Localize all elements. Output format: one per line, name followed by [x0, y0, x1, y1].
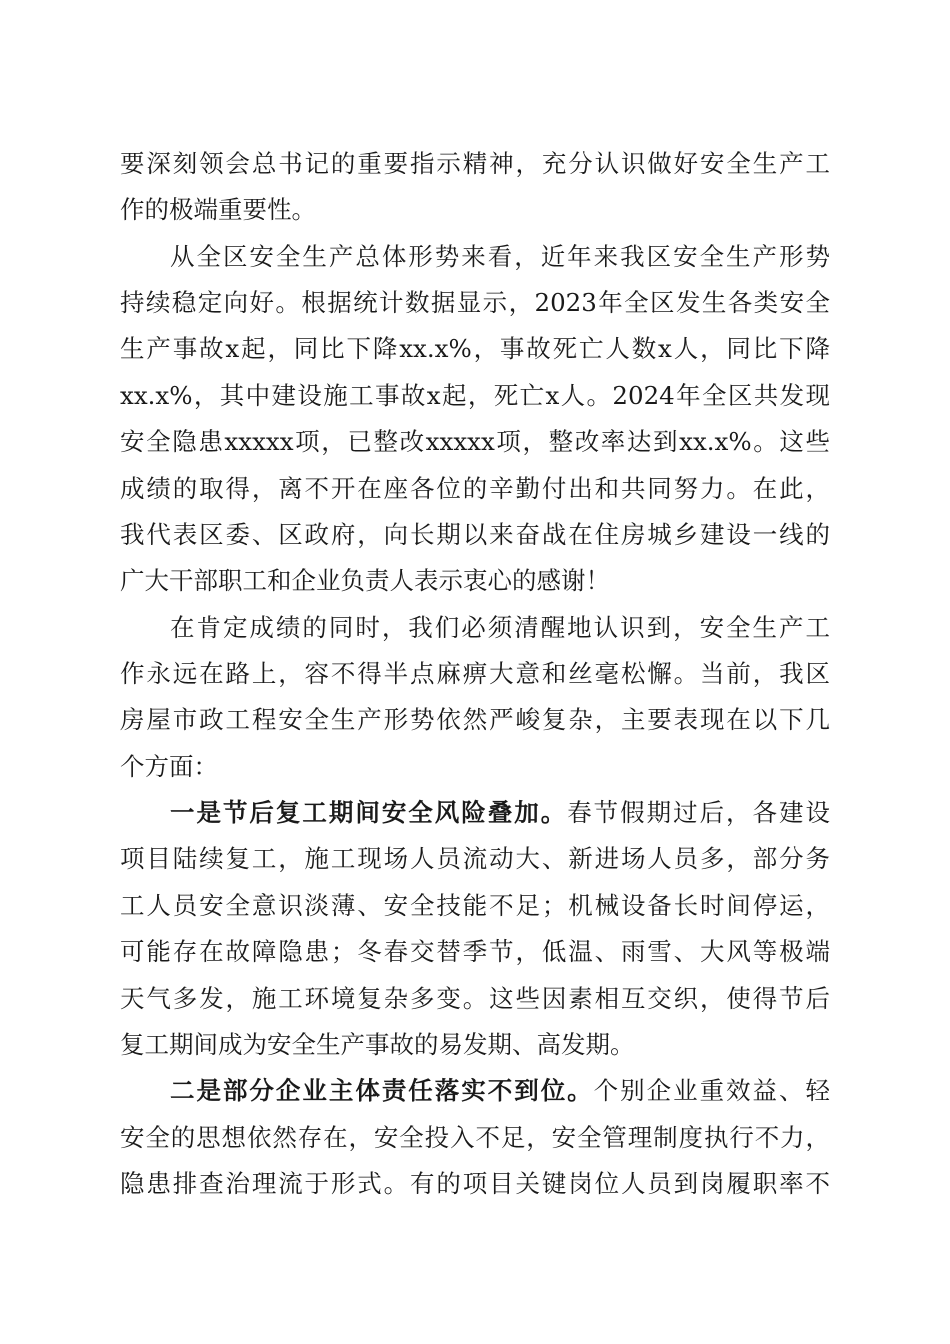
- text-line: 生产事故x起，同比下降xx.x%，事故死亡人数x人，同比下降: [120, 334, 830, 363]
- text-line: 可能存在故障隐患；冬春交替季节，低温、雨雪、大风等极端: [120, 937, 830, 966]
- text-line: xx.x%，其中建设施工事故x起，死亡x人。2024年全区共发现: [120, 381, 830, 410]
- text-line: 安全的思想依然存在，安全投入不足，安全管理制度执行不力，: [120, 1123, 830, 1152]
- text-line: 房屋市政工程安全生产形势依然严峻复杂，主要表现在以下几: [120, 705, 830, 734]
- text-line: 作永远在路上，容不得半点麻痹大意和丝毫松懈。当前，我区: [120, 659, 830, 688]
- text-line: 工人员安全意识淡薄、安全技能不足；机械设备长时间停运，: [120, 891, 830, 920]
- text-line: 天气多发，施工环境复杂多变。这些因素相互交织，使得节后: [120, 984, 830, 1013]
- text-line: 作的极端重要性。: [120, 195, 316, 224]
- text-line: 安全隐患xxxxx项，已整改xxxxx项，整改率达到xx.x%。这些: [120, 427, 830, 456]
- section-heading: 一是节后复工期间安全风险叠加。: [170, 798, 568, 827]
- text-line: 我代表区委、区政府，向长期以来奋战在住房城乡建设一线的: [120, 520, 830, 549]
- text-line: 要深刻领会总书记的重要指示精神，充分认识做好安全生产工: [120, 149, 830, 178]
- text-line: 个方面：: [120, 752, 218, 781]
- text-line: 持续稳定向好。根据统计数据显示，2023年全区发生各类安全: [120, 288, 830, 317]
- text-line: 项目陆续复工，施工现场人员流动大、新进场人员多，部分务: [120, 844, 830, 873]
- text-line: 复工期间成为安全生产事故的易发期、高发期。: [120, 1030, 635, 1059]
- paragraph-first-line: 在肯定成绩的同时，我们必须清醒地认识到，安全生产工: [170, 613, 830, 642]
- paragraph-first-line: 从全区安全生产总体形势来看，近年来我区安全生产形势: [170, 242, 830, 271]
- text-line: 隐患排查治理流于形式。有的项目关键岗位人员到岗履职率不: [120, 1169, 830, 1198]
- paragraph-first-line: [170, 793, 830, 833]
- text-line: 成绩的取得，离不开在座各位的辛勤付出和共同努力。在此，: [120, 474, 830, 503]
- section-heading: 二是部分企业主体责任落实不到位。: [170, 1076, 594, 1105]
- text-fragment: 个别企业重效益、轻: [593, 1076, 830, 1105]
- paragraph-first-line: [170, 1071, 830, 1111]
- text-fragment: 春节假期过后，各建设: [567, 798, 830, 827]
- text-line: 广大干部职工和企业负责人表示衷心的感谢！: [120, 566, 610, 595]
